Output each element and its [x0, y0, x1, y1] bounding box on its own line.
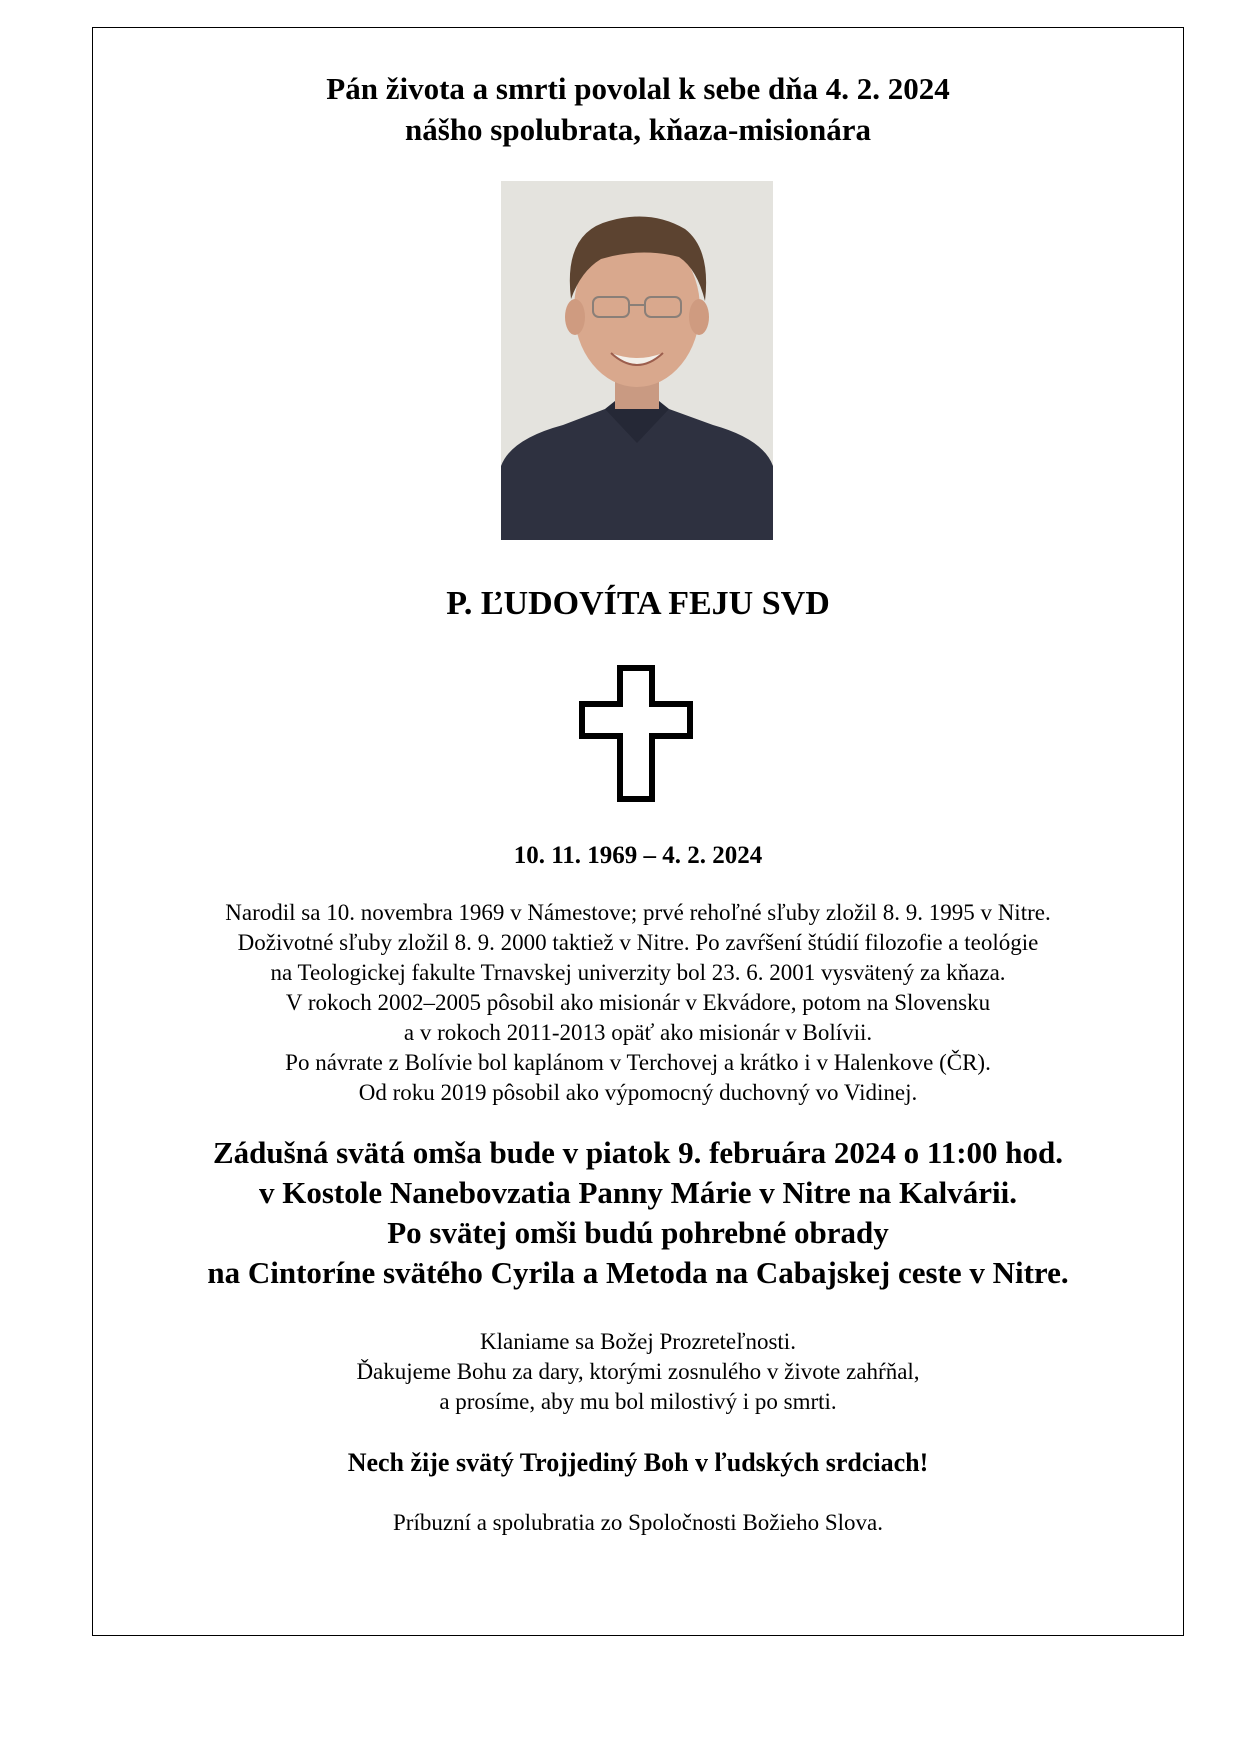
bio-line: Po návrate z Bolívie bol kaplánom v Terchovej a krátko i v Halenkove (ČR). [285, 1050, 991, 1075]
thanks-line: Ďakujeme Bohu za dary, ktorými zosnulého v živote zahŕňal, [356, 1359, 920, 1384]
signoff: Príbuzní a spolubratia zo Spoločnosti Božieho Slova. [393, 1510, 883, 1535]
portrait-photo [501, 181, 773, 540]
motto: Nech žije svätý Trojjediný Boh v ľudských srdciach! [347, 1448, 929, 1477]
bio-line: Od roku 2019 pôsobil ako výpomocný duchovný vo Vidinej. [358, 1080, 918, 1105]
mass-line: Po svätej omši budú pohrebné obrady [387, 1215, 889, 1250]
biography [92, 898, 1184, 1108]
bio-line: a v rokoch 2011-2013 opäť ako misionár v Bolívii. [403, 1020, 873, 1045]
life-dates: 10. 11. 1969 – 4. 2. 2024 [513, 842, 763, 869]
bio-line: na Teologickej fakulte Trnavskej univerzity bol 23. 6. 2001 vysvätený za kňaza. [270, 960, 1006, 985]
announcement-heading [92, 68, 1184, 150]
heading-line: nášho spolubrata, kňaza-misionára [405, 112, 871, 147]
deceased-name: P. ĽUDOVÍTA FEJU SVD [446, 585, 830, 622]
bio-line: V rokoch 2002–2005 pôsobil ako misionár v Ekvádore, potom na Slovensku [285, 990, 991, 1015]
thanks-line: a prosíme, aby mu bol milostivý i po smrti. [439, 1389, 837, 1414]
heading-line: Pán života a smrti povolal k sebe dňa 4. 2. 2024 [326, 71, 950, 106]
cross-icon [579, 665, 693, 802]
bio-line: Narodil sa 10. novembra 1969 v Námestove; prvé rehoľné sľuby zložil 8. 9. 1995 v Nitre. [225, 900, 1051, 925]
bio-line: Doživotné sľuby zložil 8. 9. 2000 taktiež v Nitre. Po zavŕšení štúdií filozofie a teológie [237, 930, 1039, 955]
mass-line: v Kostole Nanebovzatia Panny Márie v Nitre na Kalvárii. [259, 1175, 1017, 1210]
mass-line: na Cintoríne svätého Cyrila a Metoda na Cabajskej ceste v Nitre. [207, 1255, 1069, 1290]
thanks-line: Klaniame sa Božej Prozreteľnosti. [480, 1329, 796, 1354]
funeral-mass-info [92, 1133, 1184, 1293]
thanksgiving-text [92, 1327, 1184, 1417]
mass-line: Zádušná svätá omša bude v piatok 9. februára 2024 o 11:00 hod. [212, 1135, 1064, 1170]
